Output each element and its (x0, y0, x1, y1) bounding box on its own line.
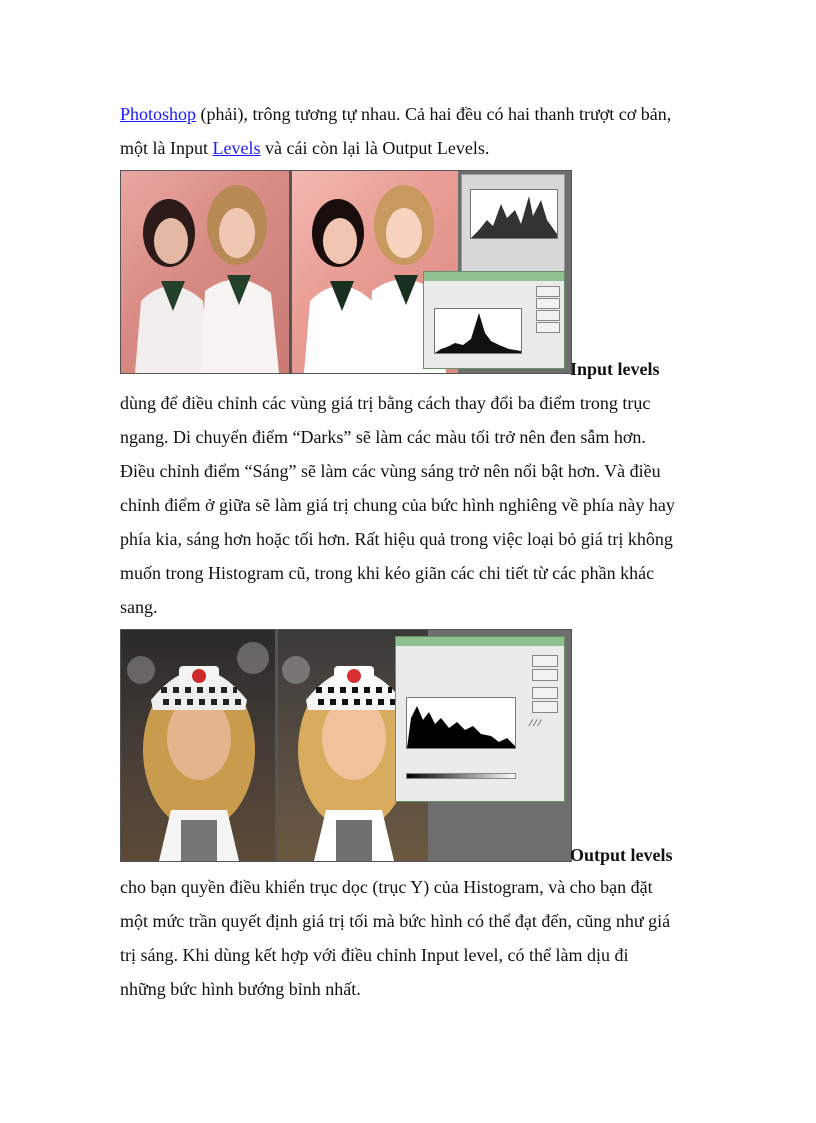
figure1-cancel-button[interactable] (536, 298, 560, 309)
figure2-levels-dialog (395, 636, 565, 802)
paragraph1-line2 (120, 137, 489, 159)
paragraph2-line7: sang. (120, 597, 158, 617)
figure1-levels-histogram-icon (435, 309, 521, 353)
figure1-levels-dialog (423, 271, 565, 369)
figure1-auto-button[interactable] (536, 310, 560, 321)
paragraph1-line1-text: (phải), trông tương tự nhau. Cả hai đều có hai thanh trượt cơ bản, (196, 104, 672, 124)
paragraph2-line5: phía kia, sáng hơn hoặc tối hơn. Rất hiệu quả trong việc loại bỏ giá trị không (120, 529, 673, 549)
figure2-photo-original (121, 630, 275, 861)
figure1-levels-screenshot (120, 170, 572, 374)
paragraph2-line4: chỉnh điểm ở giữa sẽ làm giá trị chung của bức hình nghiêng về phía này hay (120, 495, 675, 515)
paragraph2-line1: dùng để điều chỉnh các vùng giá trị bằng cách thay đổi ba điểm trong trục (120, 393, 651, 413)
paragraph1-line2-text-a: một là Input (120, 138, 213, 158)
paragraph3-line4: những bức hình bướng bỉnh nhất. (120, 979, 361, 999)
paragraph2-line3: Điều chỉnh điểm “Sáng” sẽ làm các vùng sáng trở nên nổi bật hơn. Và điều (120, 461, 661, 481)
figure1-levels-histogram (434, 308, 522, 354)
levels-link[interactable]: Levels (212, 138, 261, 158)
paragraph1-line2-text-b: và cái còn lại là Output Levels. (260, 138, 490, 158)
paragraph3-line2: một mức trần quyết định giá trị tối mà bức hình có thể đạt đến, cũng như giá (120, 911, 671, 931)
figure2-cancel-button[interactable] (532, 669, 558, 681)
paragraph2-line6: muốn trong Histogram cũ, trong khi kéo giãn các chi tiết từ các phần khác (120, 563, 655, 583)
figure1-photo-original (121, 171, 289, 373)
figure2-levels-histogram (406, 697, 516, 749)
figure2-eyedropper-icons[interactable]: ⁄ ⁄ ⁄ (530, 719, 541, 729)
figure2-output-levels-slider[interactable] (406, 773, 516, 779)
figure2-levels-histogram-icon (407, 698, 515, 748)
figure2-options-button[interactable] (532, 701, 558, 713)
figure2-photo-original-art (121, 630, 275, 861)
figure1-heading: Input levels (570, 359, 660, 379)
paragraph3-line1: cho bạn quyền điều khiển trục dọc (trục Y) của Histogram, và cho bạn đặt (120, 877, 653, 897)
figure1-options-button[interactable] (536, 322, 560, 333)
figure2-levels-dialog-titlebar (396, 637, 564, 646)
figure1-levels-dialog-titlebar (424, 272, 564, 281)
figure2-levels-screenshot (120, 629, 572, 862)
figure2-auto-button[interactable] (532, 687, 558, 699)
paragraph1-line1 (120, 103, 671, 125)
paragraph2-line2: ngang. Di chuyển điểm “Darks” sẽ làm các màu tối trở nên đen sẫm hơn. (120, 427, 646, 447)
figure2-ok-button[interactable] (532, 655, 558, 667)
photoshop-link[interactable]: Photoshop (120, 104, 197, 124)
figure1-panel-histogram-icon (471, 190, 557, 238)
figure1-photo-original-art (121, 171, 289, 373)
figure2-heading: Output levels (570, 845, 673, 865)
figure1-histogram-panel-graph (470, 189, 558, 239)
figure1-ok-button[interactable] (536, 286, 560, 297)
paragraph3-line3: trị sáng. Khi dùng kết hợp với điều chỉnh Input level, có thể làm dịu đi (120, 945, 629, 965)
figure1-histogram-panel (461, 174, 565, 274)
